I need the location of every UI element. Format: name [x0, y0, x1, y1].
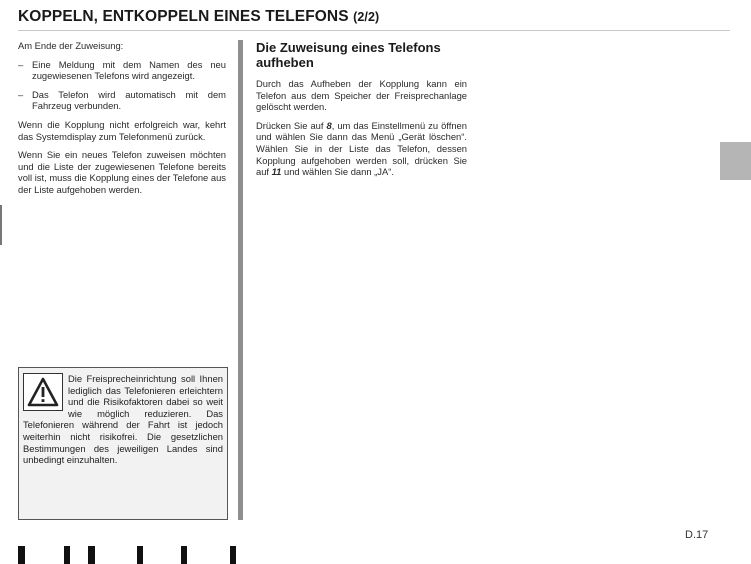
paragraph: Durch das Aufheben der Kopplung kann ein Telefon aus dem Speicher der Freisprechanlage gelöscht werden. [256, 78, 467, 113]
warning-content [23, 373, 223, 466]
left-column [18, 40, 226, 203]
dash-marker: – [18, 88, 24, 100]
title-text: KOPPELN, ENTKOPPELN EINES TELEFONS [18, 8, 349, 25]
title-rule [18, 30, 730, 31]
text-run: Drücken Sie auf [256, 119, 327, 131]
section-heading: Die Zuweisung eines Telefons aufheben [256, 40, 441, 70]
page-indicator: (2/2) [353, 10, 380, 24]
bullet-item [18, 59, 226, 82]
warning-box [18, 367, 228, 520]
intro-text: Am Ende der Zuweisung: [18, 40, 124, 51]
text-run: und wählen Sie dann „JA“. [281, 166, 394, 178]
button-reference: 8 [326, 119, 332, 131]
registration-mark [18, 546, 25, 564]
paragraph: Wenn Sie ein neues Telefon zuweisen möchten und die Liste der zugewiesenen Telefone bereits voll ist, muss die Kopplung eines der Telefone aus der Liste aufgehoben werden. [18, 149, 226, 195]
registration-mark [88, 546, 95, 564]
bullet-item [18, 89, 226, 112]
right-column [256, 40, 467, 185]
dash-marker: – [18, 58, 24, 70]
column-divider [238, 40, 243, 520]
registration-mark [137, 546, 143, 564]
bullet-text: Das Telefon wird automatisch mit dem Fahrzeug verbunden. [32, 88, 226, 112]
paragraph [256, 120, 467, 178]
button-reference: 11 [271, 166, 282, 178]
text-run: , um das Einstellmenü zu öffnen und wählen Sie dann das Menü „Gerät löschen“. Wählen Sie in der Liste das Telefon, dessen Kopplung aufgehoben werden soll, drücken Sie auf [256, 119, 467, 178]
registration-mark [181, 546, 187, 564]
edge-mark [0, 205, 2, 245]
warning-text: Die Freisprecheinrichtung soll Ihnen lediglich das Telefonieren erleichtern und die Risikofaktoren dabei so weit wie möglich reduzieren. Das Telefonieren während der Fahrt ist jedoch weiterhin nicht risikofrei. Die gesetzlichen Bestimmungen des jeweiligen Landes sind unbedingt einzuhalten. [23, 373, 223, 466]
page-title [18, 8, 379, 26]
warning-triangle-icon [23, 373, 63, 411]
registration-mark [64, 546, 70, 564]
paragraph: Wenn die Kopplung nicht erfolgreich war, kehrt das Systemdisplay zum Telefonmenü zurück. [18, 118, 226, 142]
registration-mark [230, 546, 236, 564]
page-number: D.17 [685, 529, 709, 541]
registration-marks [18, 546, 240, 564]
section-tab [720, 142, 751, 180]
bullet-text: Eine Meldung mit dem Namen des neu zugewiesenen Telefons wird angezeigt. [32, 58, 226, 82]
